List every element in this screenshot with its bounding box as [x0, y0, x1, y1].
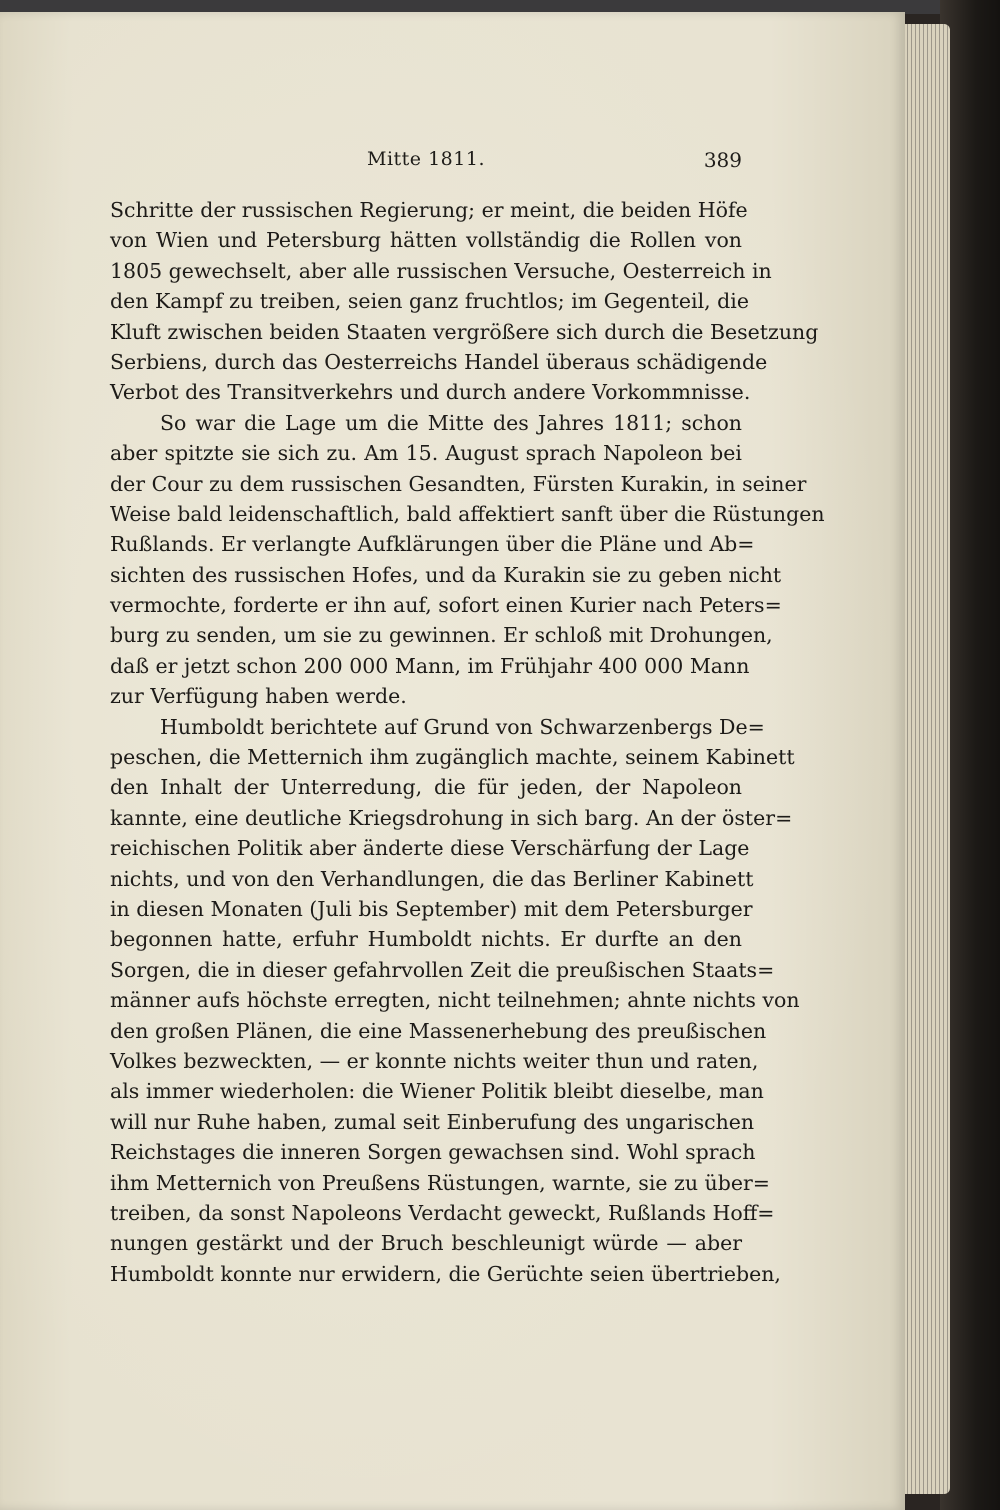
text-line: ihm Metternich von Preußens Rüstungen, warnte, sie zu über= — [110, 1170, 770, 1195]
text-line: treiben, da sonst Napoleons Verdacht geweckt, Rußlands Hoff= — [110, 1200, 775, 1225]
text-line: männer aufs höchste erregten, nicht teilnehmen; ahnte nichts von — [110, 988, 800, 1013]
text-line: burg zu senden, um sie zu gewinnen. Er schloß mit Drohungen, — [110, 623, 773, 648]
text-line: nichts, und von den Verhandlungen, die das Berliner Kabinett — [110, 866, 754, 891]
text-line: Weise bald leidenschaftlich, bald affektiert sanft über die Rüstungen — [110, 501, 825, 526]
text-line: Verbot des Transitverkehrs und durch andere Vorkommnisse. — [110, 380, 751, 405]
text-line: von Wien und Petersburg hätten vollständig die Rollen von — [110, 228, 742, 253]
text-line: den großen Plänen, die eine Massenerhebung des preußischen — [110, 1018, 767, 1043]
text-line: in diesen Monaten (Juli bis September) mit dem Petersburger — [110, 896, 753, 921]
text-line: aber spitzte sie sich zu. Am 15. August sprach Napoleon bei — [110, 441, 742, 466]
text-line: sichten des russischen Hofes, und da Kurakin sie zu geben nicht — [110, 562, 782, 587]
text-line: der Cour zu dem russischen Gesandten, Fürsten Kurakin, in seiner — [110, 471, 807, 496]
text-line: kannte, eine deutliche Kriegsdrohung in sich barg. An der öster= — [110, 805, 793, 830]
text-line: Sorgen, die in dieser gefahrvollen Zeit die preußischen Staats= — [110, 957, 775, 982]
text-line: peschen, die Metternich ihm zugänglich machte, seinem Kabinett — [110, 745, 795, 770]
text-line: zur Verfügung haben werde. — [110, 684, 407, 709]
text-line: 1805 gewechselt, aber alle russischen Versuche, Oesterreich in — [110, 258, 772, 283]
text-line: So war die Lage um die Mitte des Jahres 1811; schon — [160, 410, 742, 435]
text-line: Serbiens, durch das Oesterreichs Handel überaus schädigende — [110, 349, 768, 374]
running-head: Mitte 1811. — [367, 148, 485, 170]
text-line: Humboldt berichtete auf Grund von Schwarzenbergs De= — [160, 714, 765, 739]
page-number: 389 — [703, 148, 742, 172]
text-line: Humboldt konnte nur erwidern, die Gerüchte seien übertrieben, — [110, 1261, 781, 1286]
text-line: vermochte, forderte er ihn auf, sofort einen Kurier nach Peters= — [110, 593, 782, 618]
text-line: Kluft zwischen beiden Staaten vergrößere sich durch die Besetzung — [110, 319, 819, 344]
text-line: Reichstages die inneren Sorgen gewachsen sind. Wohl sprach — [110, 1140, 756, 1165]
text-line: den Inhalt der Unterredung, die für jeden, der Napoleon — [110, 775, 742, 800]
text-line: begonnen hatte, erfuhr Humboldt nichts. Er durfte an den — [110, 927, 742, 952]
page-edges — [900, 24, 950, 1494]
text-line: als immer wiederholen: die Wiener Politik bleibt dieselbe, man — [110, 1079, 764, 1104]
text-line: den Kampf zu treiben, seien ganz fruchtlos; im Gegenteil, die — [110, 289, 749, 314]
text-line: Schritte der russischen Regierung; er meint, die beiden Höfe — [110, 198, 748, 222]
text-line: daß er jetzt schon 200 000 Mann, im Frühjahr 400 000 Mann — [110, 653, 750, 678]
text-line: nungen gestärkt und der Bruch beschleunigt würde — aber — [110, 1231, 742, 1256]
text-line: Rußlands. Er verlangte Aufklärungen über die Pläne und Ab= — [110, 532, 755, 557]
text-line: reichischen Politik aber änderte diese Verschärfung der Lage — [110, 836, 750, 861]
page-header — [110, 140, 742, 180]
text-line: will nur Ruhe haben, zumal seit Einberufung des ungarischen — [110, 1109, 755, 1134]
text-line: Volkes bezweckten, — er konnte nichts weiter thun und raten, — [110, 1048, 759, 1073]
body-text — [110, 195, 825, 1289]
